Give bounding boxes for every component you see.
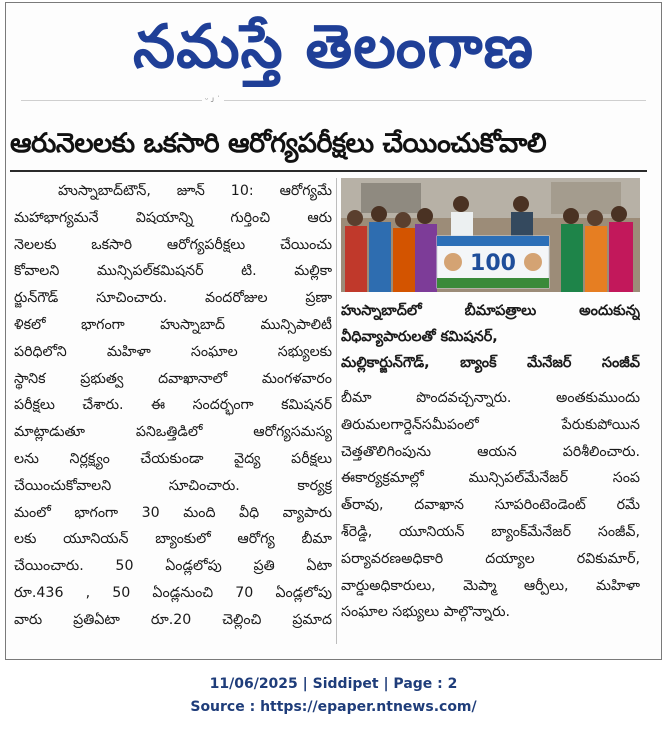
photo-caption: [341, 298, 640, 378]
body-line: పరీక్షలు చేశారు. ఈ సందర్భంగా కమిషనర్: [14, 397, 332, 414]
body-line: ఈకార్యక్రమాల్లో మున్సిపల్‌మేనేజర్ సంప: [341, 470, 640, 487]
headline-rule: [10, 170, 647, 172]
body-line: చేయించారు. 50 ఏండ్లలోపు ప్రతి ఏటా: [14, 558, 332, 575]
body-line: తిరుమలగార్డెన్‌సమీపంలో పేరుకుపోయిన: [341, 416, 640, 433]
article-body-left: [14, 178, 332, 648]
column-divider: [336, 178, 337, 644]
body-line: ళికలో భాగంగా హుస్నాబాద్ మున్సిపాలిటీ: [14, 316, 332, 333]
body-line: కోవాలని మున్సిపల్‌కమిషనర్ టి. మల్లికా: [14, 263, 332, 280]
body-line: వార్డుఅధికారులు, మెప్మా ఆర్పీలు, మహిళా: [341, 577, 640, 594]
article-headline: ఆరునెలలకు ఒకసారి ఆరోగ్యపరీక్షలు చేయించుకోవాలి: [10, 128, 547, 159]
caption-line: హుస్నాబాద్‌లో బీమాపత్రాలు అందుకున్న: [341, 303, 640, 319]
masthead-title: నమస్తే తెలంగాణ: [132, 12, 535, 82]
body-line: మహాభాగ్యమనే విషయాన్ని గుర్తించి ఆరు: [14, 209, 332, 226]
masthead-rule: [21, 100, 646, 101]
footer-source: Source : https://epaper.ntnews.com/: [190, 699, 477, 715]
body-line: చెత్తతొలిగింపును ఆయన పరిశీలించారు.: [341, 443, 640, 460]
footer-date-edition: 11/06/2025 | Siddipet | Page : 2: [209, 676, 458, 692]
body-line: నెలలకు ఒకసారి ఆరోగ్యపరీక్షలు చేయించు: [14, 236, 332, 253]
banner-number: 100: [470, 251, 516, 276]
body-line: లకు యూనియన్ బ్యాంకులో ఆరోగ్య బీమా: [14, 531, 332, 548]
body-line: మంలో భాగంగా 30 మంది వీధి వ్యాపారు: [14, 504, 332, 521]
body-line: చేయించుకోవాలని సూచించారు. కార్యక్ర: [14, 477, 332, 494]
caption-line: వీధివ్యాపారులతో కమిషనర్,: [341, 329, 498, 345]
news-photo: [341, 178, 640, 292]
body-line: పరిధిలోని మహిళా సంఘాల సభ్యులకు: [14, 343, 332, 360]
body-line: ర్జున్‌గౌడ్ సూచించారు. వందరోజుల ప్రణా: [14, 290, 332, 307]
body-line: లను నిర్లక్ష్యం చేయకుండా వైద్య పరీక్షలు: [14, 450, 332, 467]
body-line: పర్యావరణఅధికారి దయ్యాల రవికుమార్,: [341, 550, 640, 567]
caption-line: మల్లికార్జున్‌గౌడ్, బ్యాంక్ మేనేజర్ సంజీవ్: [341, 355, 640, 371]
body-line: త్‌రావు, దవాఖాన సూపరింటెండెంట్ రమే: [341, 497, 640, 514]
photo-illustration: [341, 178, 640, 292]
body-line: శ్‌రెడ్డి, యూనియన్ బ్యాంక్‌మేనేజర్ సంజీవ్,: [341, 523, 640, 540]
body-line: వారు ప్రతిఏటా రూ.20 చెల్లించి ప్రమాద: [14, 611, 332, 628]
masthead-fragment: ᵕ ᴊ ˙: [202, 95, 224, 104]
article-body-right: [341, 385, 640, 645]
body-line: సంఘాల సభ్యులు పాల్గొన్నారు.: [341, 604, 511, 621]
body-line: మాట్లాడుతూ పనిఒత్తిడిలో ఆరోగ్యసమస్య: [14, 424, 332, 441]
body-line: హుస్నాబాద్‌టౌన్, జూన్ 10: ఆరోగ్యమే: [58, 183, 332, 199]
body-line: స్థానిక ప్రభుత్వ దవాఖానాలో మంగళవారం: [14, 370, 332, 387]
body-line: బీమా పొందవచ్చన్నారు. అంతకుముందు: [341, 390, 640, 406]
body-line: రూ.436 , 50 ఏండ్లనుంచి 70 ఏండ్లలోపు: [14, 584, 332, 601]
